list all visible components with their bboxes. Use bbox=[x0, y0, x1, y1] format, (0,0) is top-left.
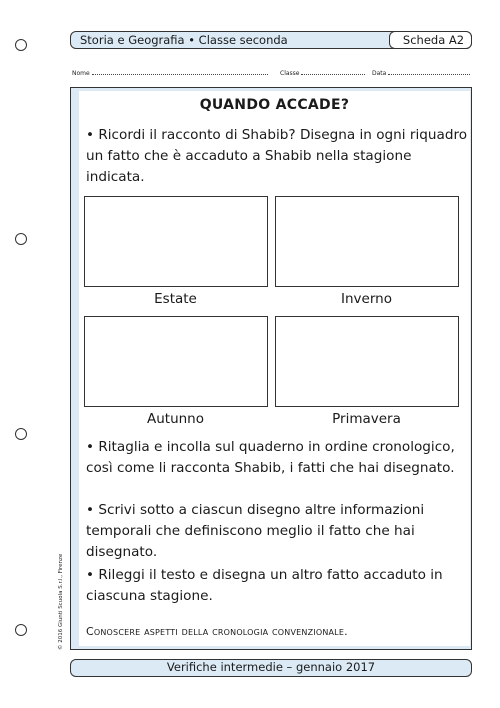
page-title: QUANDO ACCADE? bbox=[199, 97, 350, 113]
binder-hole-1 bbox=[15, 39, 27, 51]
drawing-frame-winter[interactable] bbox=[275, 196, 459, 287]
date-line bbox=[388, 69, 470, 75]
class-label: Classe bbox=[280, 70, 300, 77]
class-line bbox=[301, 69, 365, 75]
name-field bbox=[72, 69, 268, 77]
header-title: Storia e Geografia • Classe seconda bbox=[80, 33, 288, 47]
footer-text: Verifiche intermedie – gennaio 2017 bbox=[166, 660, 376, 674]
season-label-winter: Inverno bbox=[341, 291, 392, 307]
binder-hole-2 bbox=[15, 233, 27, 245]
season-label-spring: Primavera bbox=[332, 411, 401, 427]
sheet-tab bbox=[395, 31, 472, 49]
copyright-notice: © 2016 Giunti Scuola S.r.l., Firenze bbox=[58, 553, 64, 650]
season-label-summer: Estate bbox=[154, 291, 197, 307]
drawing-frame-spring[interactable] bbox=[275, 316, 459, 407]
binder-hole-4 bbox=[15, 624, 27, 636]
instruction-cut-paste: • Ritaglia e incolla sul quaderno in ordine cronologico, così come li racconta Shabib, i fatti che hai disegnato. bbox=[86, 439, 455, 476]
binder-hole-3 bbox=[15, 428, 27, 440]
intro-instruction: • Ricordi il racconto di Shabib? Disegna in ogni riquadro un fatto che è accaduto a Shabib nella stagione indicata. bbox=[86, 127, 468, 185]
drawing-frame-summer[interactable] bbox=[84, 196, 268, 287]
instruction-write-info: • Scrivi sotto a ciascun disegno altre informazioni temporali che definiscono meglio il fatto che hai disegnato. bbox=[86, 502, 425, 560]
date-label: Data bbox=[372, 70, 387, 77]
season-label-autumn: Autunno bbox=[146, 411, 204, 427]
sheet-label: Scheda A2 bbox=[402, 33, 465, 47]
learning-objective: Conoscere aspetti della cronologia convenzionale. bbox=[86, 625, 348, 638]
name-label: Nome bbox=[72, 70, 90, 77]
instruction-reread-draw: • Rileggi il testo e disegna un altro fatto accaduto in ciascuna stagione. bbox=[86, 567, 443, 604]
name-line bbox=[92, 69, 268, 75]
date-field bbox=[372, 69, 470, 77]
class-field bbox=[280, 69, 365, 77]
drawing-frame-autumn[interactable] bbox=[84, 316, 268, 407]
